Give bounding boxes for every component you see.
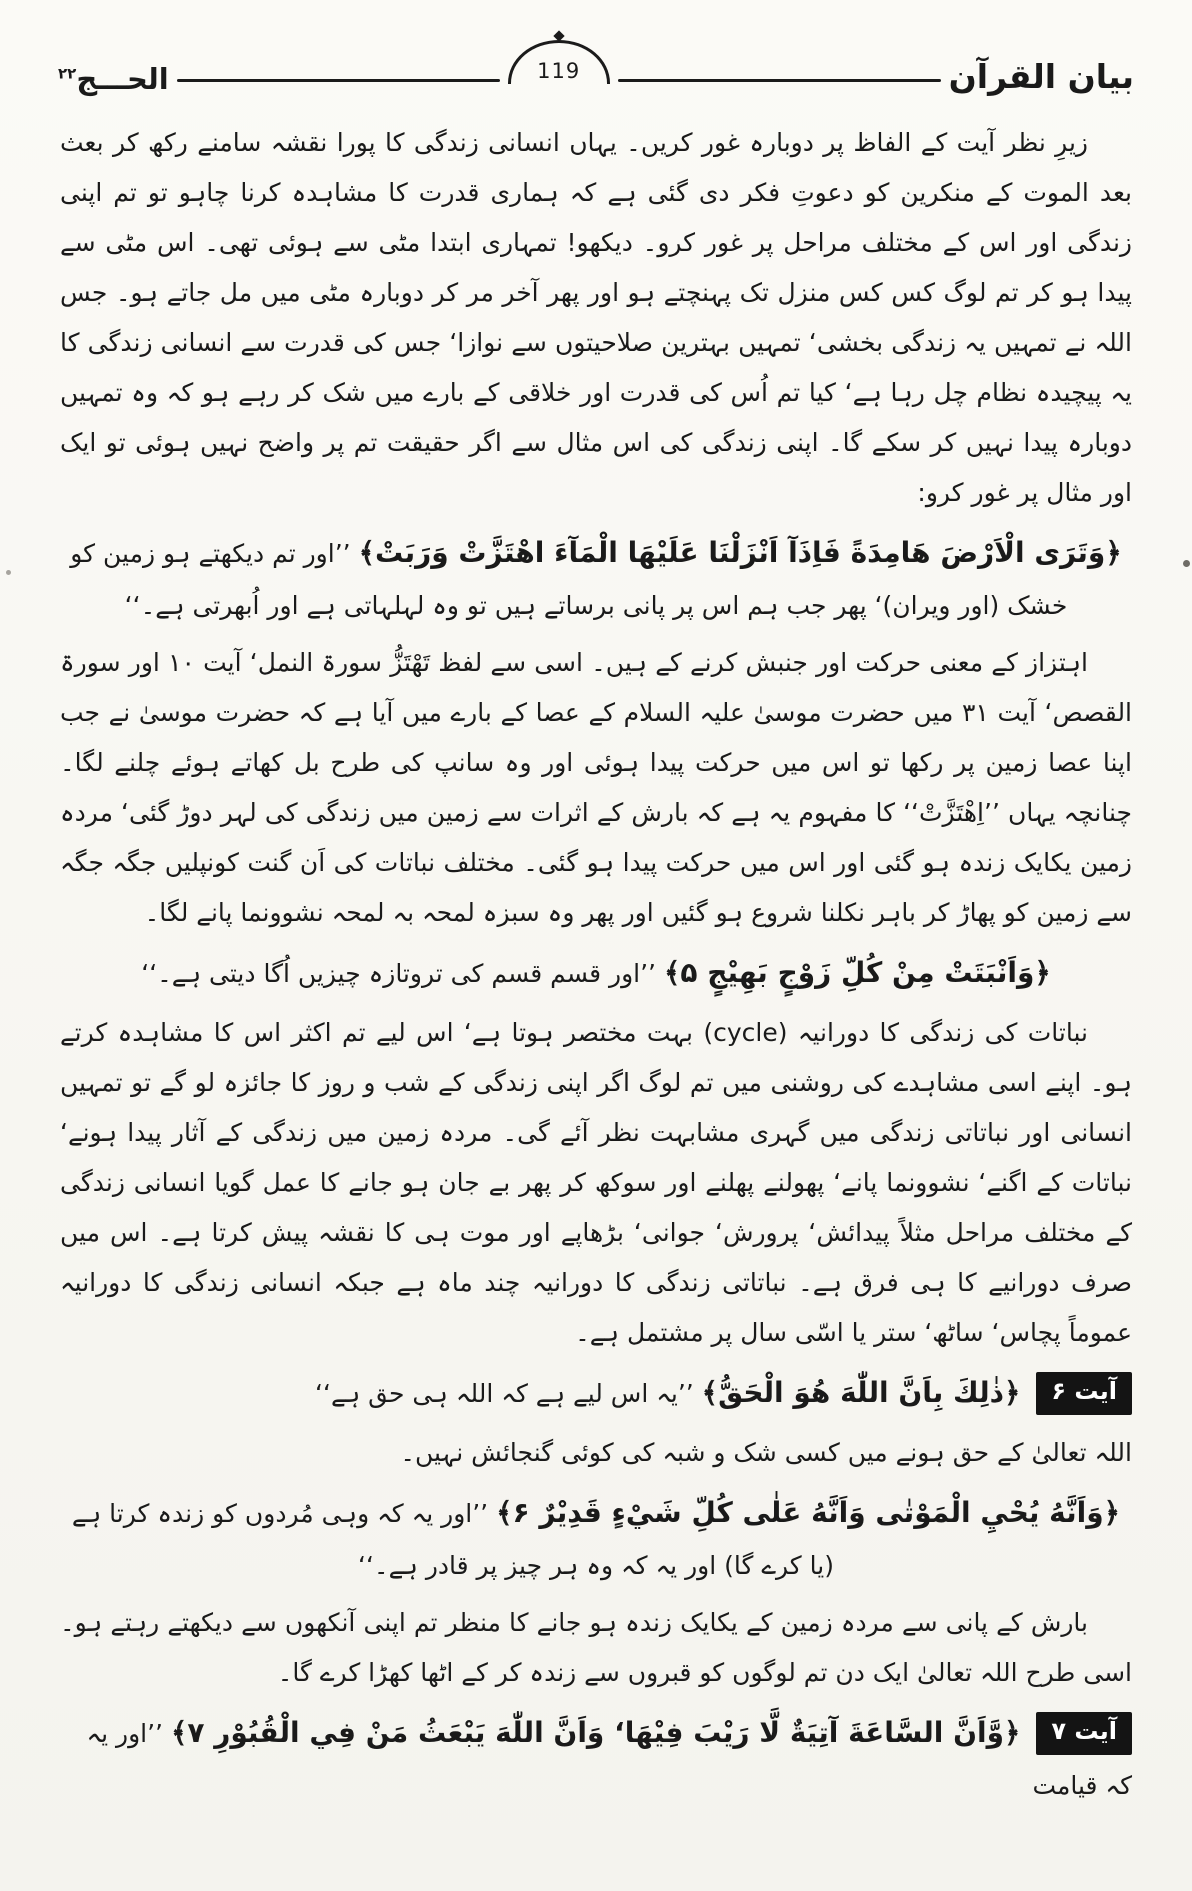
header-rule-right xyxy=(618,79,941,82)
paragraph xyxy=(60,638,1132,938)
quran-verse-line xyxy=(60,945,1132,1001)
urdu-translation-text: ’’اور تم دیکھتے ہو زمین کو خشک (اور ویران)‘ پھر جب ہم اس پر پانی برساتے ہیں تو وہ لہلہاتی ہے اور اُبھرتی ہے۔‘‘ xyxy=(70,539,1068,620)
page-header xyxy=(58,28,1134,98)
arabic-verse-text: ﴿وَاَنْبَتَتْ مِنْ كُلِّ زَوْجٍ بَهِيْجٍ ۵﴾ xyxy=(663,956,1051,989)
paragraph-text: بارش کے پانی سے مردہ زمین کے یکایک زندہ ہو جانے کا منظر تم اپنی آنکھوں سے دیکھتے رہتے ہو۔ اسی طرح اللہ تعالیٰ ایک دن تم لوگوں کو قبروں سے زندہ کر کے اٹھا کھڑا کرے گا۔ xyxy=(60,1608,1132,1687)
page-number: 119 xyxy=(537,59,581,83)
scan-speck xyxy=(6,570,11,575)
paragraph-text: اہتزاز کے معنی حرکت اور جنبش کرنے کے ہیں۔ اسی سے لفظ تَهْتَزُّ سورۃ النمل‘ آیت ۱۰ اور سورۃ القصص‘ آیت ۳۱ میں حضرت موسیٰ علیہ السلام کے عصا کے بارے میں آیا ہے کہ حضرت موسیٰ نے جب اپنا عصا زمین پر رکھا تو اس میں حرکت پیدا ہوئی اور وہ سانپ کی طرح بل کھاتے ہوئے چلنے لگا۔ چنانچہ یہاں ’’اِهْتَزَّتْ‘‘ کا مفہوم یہ ہے کہ بارش کے اثرات سے زمین میں زندگی کی لہر دوڑ گئی‘ مردہ زمین یکایک زندہ ہو گئی اور اس میں حرکت پیدا ہو گئی۔ مختلف نباتات کی اَن گنت کونپلیں جگہ جگہ سے زمین کو پھاڑ کر باہر نکلنا شروع ہو گئیں اور پھر وہ سبزہ لمحہ بہ لمحہ نشوونما پانے لگا۔ xyxy=(60,648,1133,927)
urdu-translation-text: ’’یہ اس لیے ہے کہ اللہ ہی حق ہے‘‘ xyxy=(315,1379,694,1408)
scan-speck xyxy=(1183,560,1190,567)
quran-verse-line xyxy=(60,525,1132,631)
ayat-number-badge: آیت ۷ xyxy=(1036,1712,1132,1755)
paragraph xyxy=(60,1008,1132,1358)
content-area xyxy=(58,114,1134,1811)
header-rule-left xyxy=(177,79,500,82)
arabic-verse-text: ﴿وَّاَنَّ السَّاعَةَ آتِيَةٌ لَّا رَيْبَ فِيْهَا‘ وَاَنَّ اللّٰهَ يَبْعَثُ مَنْ فِي الْقُبُوْرِ ۷﴾ xyxy=(170,1716,1021,1749)
surah-name: الحـــج xyxy=(76,62,169,96)
surah-label xyxy=(58,62,169,96)
paragraph-text: اللہ تعالیٰ کے حق ہونے میں کسی شک و شبہ کی کوئی گنجائش نہیں۔ xyxy=(400,1438,1132,1467)
urdu-translation-text: ’’اور قسم قسم کی تروتازہ چیزیں اُگا دیتی ہے۔‘‘ xyxy=(141,959,657,988)
arabic-verse-text: ﴿ذٰلِكَ بِاَنَّ اللّٰهَ هُوَ الْحَقُّ﴾ xyxy=(701,1376,1021,1409)
paragraph-text: نباتات کی زندگی کا دورانیہ (cycle) بہت مختصر ہوتا ہے‘ اس لیے تم اکثر اس کا مشاہدہ کرتے ہو۔ اپنے اسی مشاہدے کی روشنی میں تم لوگ اگر اپنی زندگی کے شب و روز کا جائزہ لو گے تو تمہیں انسانی اور نباتاتی زندگی میں گہری مشابہت نظر آئے گی۔ مردہ زمین میں زندگی کے آثار پیدا ہونے‘ نباتات کے اگنے‘ نشوونما پانے‘ پھولنے پھلنے اور سوکھ کر پھر بے جان ہو جانے کا عمل گویا انسانی زندگی کے مختلف مراحل مثلاً پیدائش‘ پرورش‘ جوانی‘ بڑھاپے اور موت ہی کا نقشہ پیش کرتا ہے۔ اس میں صرف دورانیے کا ہی فرق ہے۔ نباتاتی زندگی کا دورانیہ چند ماہ ہے جبکہ انسانی زندگی کا دورانیہ عموماً پچاس‘ ساٹھ‘ ستر یا اسّی سال پر مشتمل ہے۔ xyxy=(60,1018,1132,1347)
ayat-number-badge: آیت ۶ xyxy=(1036,1372,1132,1415)
paragraph-text: زیرِ نظر آیت کے الفاظ پر دوبارہ غور کریں۔ یہاں انسانی زندگی کا پورا نقشہ سامنے رکھ کر بعث بعد الموت کے منکرین کو دعوتِ فکر دی گئی ہے کہ ہماری قدرت کا مشاہدہ کرنا چاہو تو تم اپنی زندگی اور اس کے مختلف مراحل پر غور کرو۔ دیکھو! تمہاری ابتدا مٹی سے ہوئی تھی۔ اس مٹی سے پیدا ہو کر تم لوگ کس کس منزل تک پہنچتے ہو اور پھر آخر مر کر دوبارہ مٹی میں مل جاتے ہو۔ جس اللہ نے تمہیں یہ زندگی بخشی‘ تمہیں بہترین صلاحیتوں سے نوازا‘ جس کی قدرت سے انسانی زندگی کا یہ پیچیدہ نظام چل رہا ہے‘ کیا تم اُس کی قدرت اور خلاقی کے بارے میں شک کر رہے ہو کہ وہ تمہیں دوبارہ پیدا نہیں کر سکے گا۔ اپنی زندگی کی اس مثال سے اگر حقیقت تم پر واضح نہیں ہوئی تو ایک اور مثال پر غور کرو: xyxy=(60,128,1132,507)
quran-verse-line xyxy=(60,1485,1132,1591)
urdu-translation-text: ’’اور یہ کہ وہی مُردوں کو زندہ کرتا ہے (یا کرے گا) اور یہ کہ وہ ہر چیز پر قادر ہے۔‘‘ xyxy=(71,1499,834,1580)
arabic-verse-text: ﴿وَتَرَى الْاَرْضَ هَامِدَةً فَاِذَآ اَنْزَلْنَا عَلَيْهَا الْمَآءَ اهْتَزَّتْ وَرَبَتْ﴾ xyxy=(358,536,1122,569)
badge-finial-icon xyxy=(553,30,564,41)
surah-number: ۲۲ xyxy=(58,64,77,83)
urdu-translation-text: ’’اور یہ کہ قیامت xyxy=(86,1719,1132,1800)
arabic-verse-text: ﴿وَاَنَّهُ يُحْيِ الْمَوْتٰى وَاَنَّهُ عَلٰى كُلِّ شَيْءٍ قَدِيْرٌ ۶﴾ xyxy=(496,1496,1121,1529)
paragraph xyxy=(60,118,1132,518)
ayat-commentary-line xyxy=(60,1705,1132,1811)
paragraph xyxy=(60,1598,1132,1698)
ayat-commentary-line xyxy=(60,1365,1132,1421)
paragraph xyxy=(60,1428,1132,1478)
book-title: بیان القرآن xyxy=(948,57,1134,96)
page-number-badge xyxy=(508,40,610,84)
